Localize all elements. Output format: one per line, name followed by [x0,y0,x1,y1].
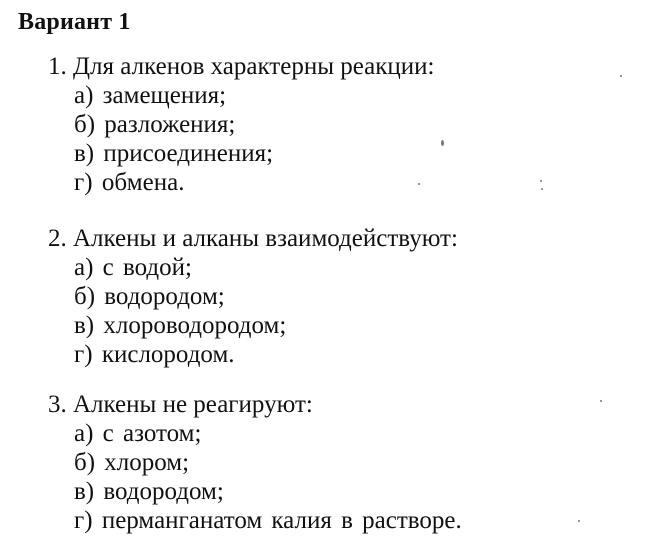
variant-title: Вариант 1 [18,9,131,35]
question-1 [48,52,434,197]
question-text: 1. Для алкенов характерны реакции: [48,53,435,80]
answer-option-a: а) с азотом; [74,420,202,447]
answer-options [48,253,458,369]
answer-option-d: г) обмена. [74,169,185,196]
answer-option-a: а) замещения; [74,82,227,109]
question-3 [48,390,462,535]
answer-option-c: в) присоединения; [74,140,274,167]
scan-speck [541,188,543,190]
answer-option-c: в) хлороводородом; [74,312,287,339]
scan-speck [578,520,580,522]
question-text: 2. Алкены и алканы взаимодействуют: [48,225,458,252]
answer-option-c: в) водородом; [74,478,224,505]
answer-option-d: г) кислородом. [74,341,235,368]
answer-option-b: б) хлором; [74,449,190,476]
answer-option-b: б) разложения; [74,111,236,138]
scan-speck [620,75,622,77]
answer-option-b: б) водородом; [74,283,225,310]
question-2 [48,224,458,369]
question-text: 3. Алкены не реагируют: [48,391,313,418]
scan-speck [600,400,602,402]
scan-speck [441,140,444,146]
scan-speck [418,183,420,185]
answer-option-a: а) с водой; [74,254,192,281]
answer-option-d: г) перманганатом калия в растворе. [74,507,462,534]
answer-options [48,419,462,535]
scan-speck [540,180,542,182]
answer-options [48,81,434,197]
